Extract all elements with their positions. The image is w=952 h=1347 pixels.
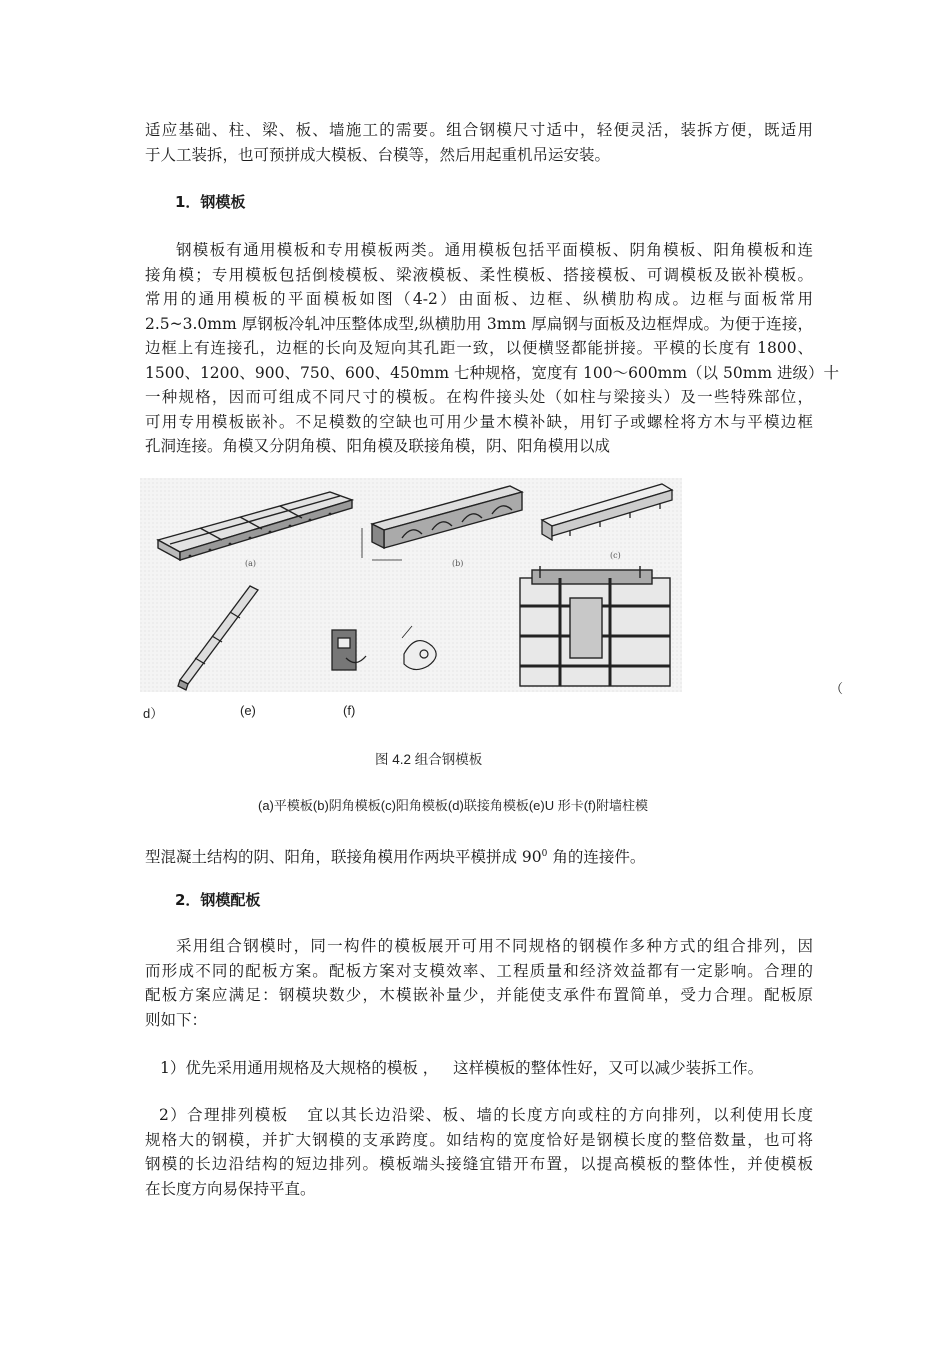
svg-text:(b): (b): [452, 559, 464, 568]
figure-combined-steel-formwork: [140, 478, 682, 692]
text-line: 2.5~3.0mm 厚钢板冷轧冲压整体成型,纵横肋用 3mm 厚扁钢与面板及边框焊成。为便于连接，: [145, 314, 813, 333]
section-heading-steel-formwork: 1．钢模板: [175, 193, 246, 211]
after-figure-paragraph: [145, 842, 813, 870]
svg-text:(c): (c): [610, 551, 621, 560]
text-line: 常用的通用模板的平面模板如图（4-2）由面板、边框、纵横肋构成。边框与面板常用: [145, 290, 813, 308]
text-line: 钢模的长边沿结构的短边排列。模板端头接缝宜错开布置，以提高模板的整体性，并使模板: [145, 1155, 813, 1173]
figure-title: 图 4.2 组合钢模板: [375, 752, 483, 767]
text-line: 在长度方向易保持平直。: [145, 1179, 316, 1198]
intro-paragraph: [145, 118, 813, 167]
stray-paren: （: [830, 682, 844, 697]
section1-paragraph: [145, 238, 840, 459]
text-line: 2）合理排列模板 宜以其长边沿梁、板、墙的长度方向或柱的方向排列，以利使用长度: [159, 1106, 813, 1124]
text-line: 1）优先采用通用规格及大规格的模板 ， 这样模板的整体性好，又可以减少装拆工作。: [160, 1059, 764, 1077]
text-line: 于人工装拆，也可预拼成大模板、台模等，然后用起重机吊运安装。: [145, 145, 611, 164]
text-line: 一种规格，因而可组成不同尺寸的模板。在构件接头处（如柱与梁接头）及一些特殊部位，: [145, 388, 813, 406]
text-line: 配板方案应满足：钢模块数少，木模嵌补量少，并能使支承件布置简单，受力合理。配板原: [145, 986, 813, 1004]
text-line: 钢模板有通用模板和专用模板两类。通用模板包括平面模板、阴角模板、阳角模板和连: [176, 241, 813, 259]
formwork-illustration: [140, 478, 682, 692]
text-line: 型混凝土结构的阴、阳角，联接角模用作两块平模拼成 90: [145, 848, 542, 867]
figure-caption: (a)平模板(b)阴角模板(c)阳角模板(d)联接角模板(e)U 形卡(f)附墙柱模: [258, 798, 648, 813]
text-line: 角的连接件。: [547, 848, 646, 867]
column-formwork-drawing: [520, 566, 670, 686]
text-line: 1500、1200、900、750、600、450mm 七种规格，宽度有 100～600mm（以 50mm 进级）十: [145, 363, 840, 382]
list-item-2: [145, 1103, 813, 1201]
sub-label-f: (f): [343, 703, 356, 718]
sub-label-d: d）: [143, 706, 164, 721]
text-line: 规格大的钢模，并扩大钢模的支承跨度。如结构的宽度恰好是钢模长度的整倍数量，也可将: [145, 1130, 813, 1149]
list-item-1: [160, 1056, 813, 1081]
text-line: 而形成不同的配板方案。配板方案对支模效率、工程质量和经济效益都有一定影响。合理的: [145, 961, 813, 980]
section-heading-panel-layout: 2．钢模配板: [175, 891, 261, 909]
text-line: 接角模；专用模板包括倒棱模板、梁液模板、柔性模板、搭接模板、可调模板及嵌补模板。: [145, 265, 813, 284]
sub-label-e: (e): [240, 703, 256, 718]
degree-superscript: 0: [541, 849, 548, 859]
text-line: 采用组合钢模时，同一构件的模板展开可用不同规格的钢模作多种方式的组合排列，因: [176, 937, 813, 955]
text-line: 则如下：: [145, 1010, 208, 1029]
section2-paragraph: [145, 934, 813, 1032]
svg-text:(a): (a): [245, 559, 257, 568]
text-line: 适应基础、柱、梁、板、墙施工的需要。组合钢模尺寸适中，轻便灵活，装拆方便，既适用: [145, 121, 813, 139]
text-line: 可用专用模板嵌补。不足模数的空缺也可用少量木模补缺，用钉子或螺栓将方木与平模边框: [145, 412, 813, 431]
text-line: 边框上有连接孔，边框的长向及短向其孔距一致，以便横竖都能拼接。平模的长度有 1800、: [145, 339, 813, 357]
text-line: 孔洞连接。角模又分阴角模、阳角模及联接角模，阴、阳角模用以成: [145, 437, 611, 455]
